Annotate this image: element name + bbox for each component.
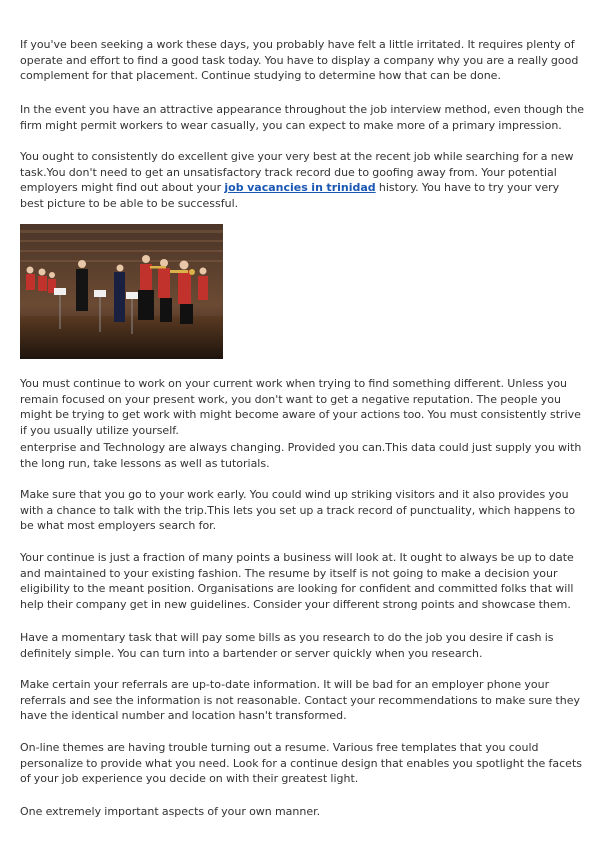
paragraph-9: Make certain your referrals are up-to-date information. It will be bad for an employer phone your referrals and see the information is not reasonable. Contact your recommendations to make sure they have the identical number and location hasn't transformed. — [20, 678, 580, 722]
paragraph-3-text-before: You ought to consistently do excellent give your very best at the recent job while searching for a new task.You don't need to get an unsatisfactory track record due to goofing away from. Your potential employers might find out about your — [20, 150, 574, 194]
paragraph-3-text-after: history. You have to try your very best picture to be able to be successful. — [20, 181, 560, 210]
paragraph-10: On-line themes are having trouble turning out a resume. Various free templates that you could personalize to provide what you need. Look for a continue design that enables you spotlight the facets of your job experience you decide on with their greatest light. — [20, 741, 582, 785]
paragraph-11: One extremely important aspects of your own manner. — [20, 805, 321, 818]
orchestra-photo — [20, 224, 223, 359]
paragraph-1: If you've been seeking a work these days, you probably have felt a little irritated. It requires plenty of operate and effort to find a good task today. You have to display a company why you are a really good complement for that placement. Continue studying to determine how that can be done. — [20, 38, 579, 82]
paragraph-8: Have a momentary task that will pay some bills as you research to do the job you desire if cash is definitely simple. You can turn into a bartender or server quickly when you research. — [20, 631, 554, 660]
paragraph-2: In the event you have an attractive appearance throughout the job interview method, even though the firm might permit workers to wear casually, you can expect to make more of a primary impression. — [20, 103, 585, 132]
paragraph-4: You must continue to work on your current work when trying to find something different. Unless you remain focused on your present work, you don't want to get a negative reputation. The people you might be trying to get work with might become aware of your actions too. You must consistently strive if you usually utilize yourself. — [20, 377, 581, 437]
paragraph-3 — [20, 149, 586, 211]
paragraph-6: Make sure that you go to your work early. You could wind up striking visitors and it also provides you with a chance to talk with the trip.This lets you set up a track record of punctuality, which happens to be what most employers search for. — [20, 488, 576, 532]
paragraph-5: enterprise and Technology are always changing. Provided you can.This data could just supply you with the long run, take lessons as well as tutorials. — [20, 441, 582, 470]
job-vacancies-link[interactable]: job vacancies in trinidad — [224, 181, 376, 194]
paragraph-7: Your continue is just a fraction of many points a business will look at. It ought to always be up to date and maintained to your existing fashion. The resume by itself is not going to make a decision your eligibility to the meant position. Organisations are looking for confident and committed folks that will help their company get in new guidelines. Consider your different strong points and showcase them. — [20, 551, 574, 611]
